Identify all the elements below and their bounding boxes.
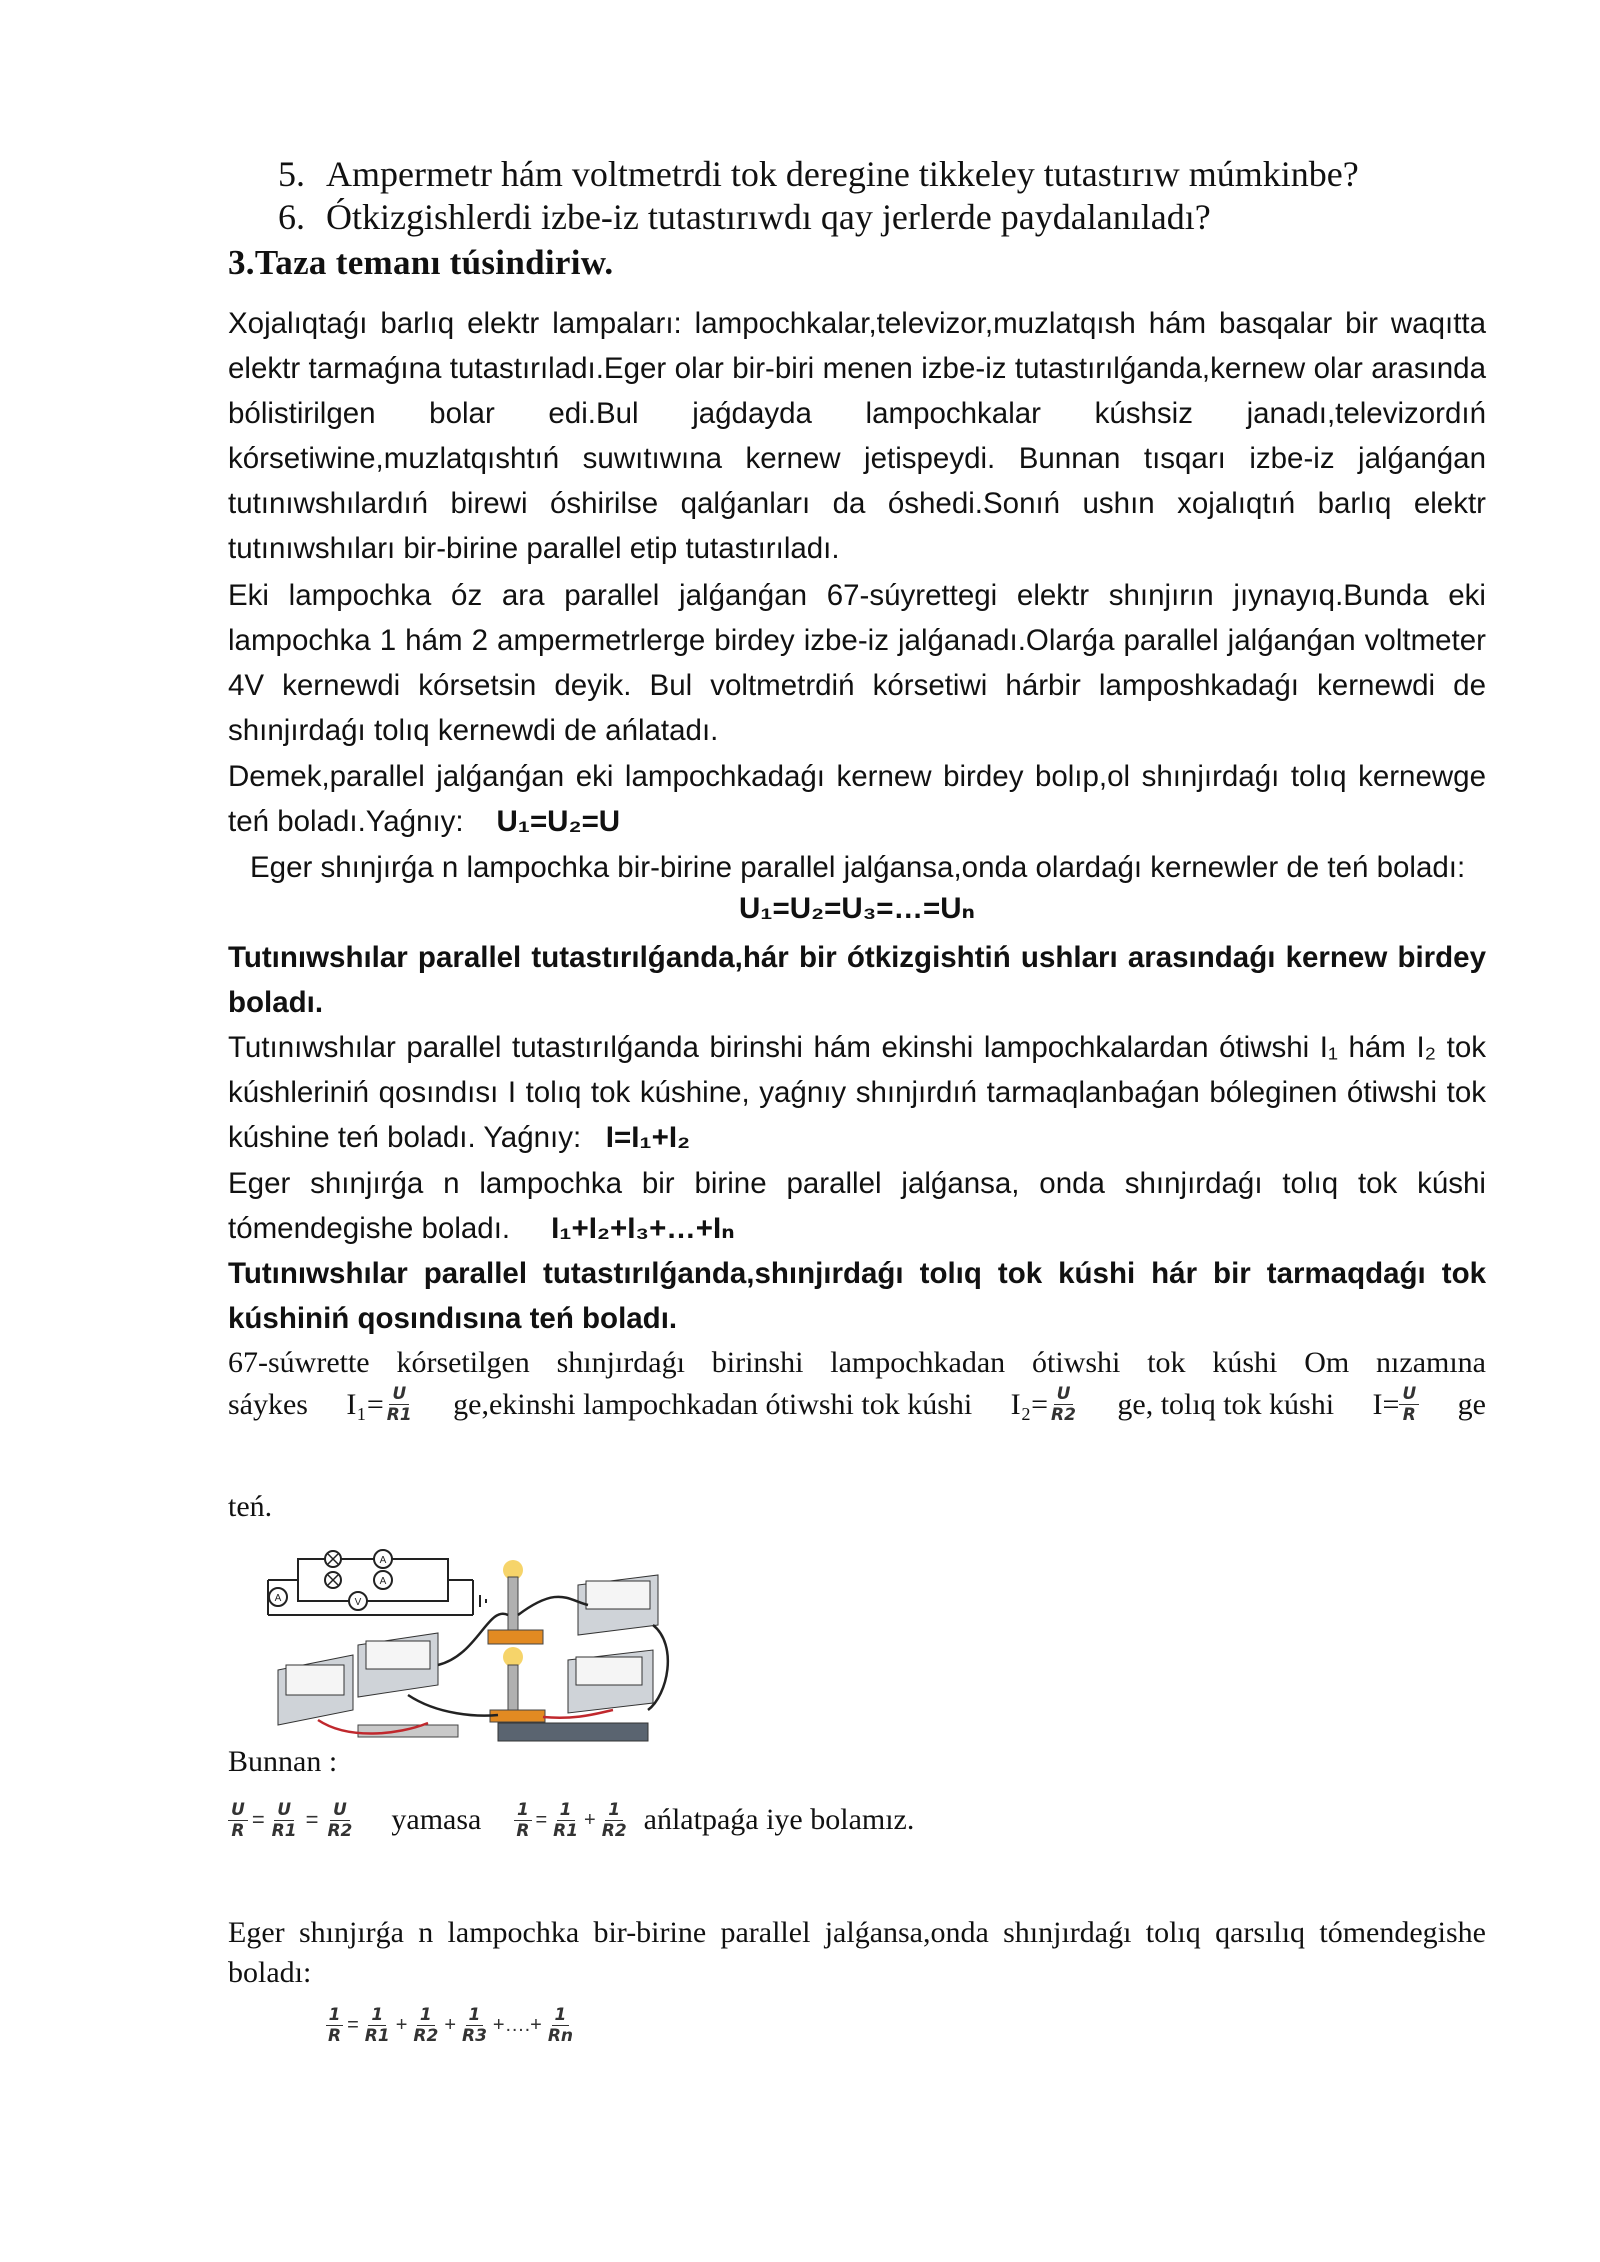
bunnan-tail: ańlatpaǵa iye bolamız. [643, 1803, 915, 1836]
meter-label: A [379, 1555, 387, 1566]
formula-u-n: U₁=U₂=U₃=…=Uₙ [738, 892, 975, 925]
meter-label: A [379, 1576, 387, 1587]
paragraph-intro: Xojalıqtaǵı barlıq elektr lampaları: lampochkalar,televizor,muzlatqısh hám basqalar bir waqıtta elektr tarmaǵına tutastırıladı.Eger olar bir-biri menen izbe-iz tutastırılǵanda,kernew olar arasında bólistirilgen bolar edi.Bul jaǵdayda lampochkalar kúshsiz janadı,televizordıń kórsetiwine,muzlatqıshtıń suwıtıwına kernew jetispeydi. Bunnan tısqarı izbe-iz jalǵanǵan tutınıwshılardıń birewi óshirilse qalǵanları da óshedi.Sonıń ushın xojalıqtıń barlıq elektr tutınıwshıları bir-birine parallel etip tutastırıladı. [228, 307, 1486, 565]
paragraph-voltage: Demek,parallel jalǵanǵan eki lampochkadaǵı kernew birdey bolıp,ol shınjırdaǵı tolıq kernewge teń boladı.Yaǵnıy: U₁=U₂=U [228, 760, 1486, 838]
meter-label: V [354, 1597, 362, 1608]
circuit-figure [258, 1545, 678, 1745]
paragraph-ohm: 67-súwrette kórsetilgen shınjırdaǵı birinshi lampochkadan ótiwshi tok kúshi Om nızamına [228, 1346, 1486, 1379]
paragraph-circuit: Eki lampochka óz ara parallel jalǵanǵan 67-súyrettegi elektr shınjırın jıynayıq.Bunda eki lampochka 1 hám 2 ampermetrlerge birdey izbe-iz jalǵanadı.Olarǵa parallel jalǵanǵan voltmeter 4V kernewdi kórsetsin deyik. Bul voltmetrdiń kórsetiwi hárbir lamposhkadaǵı kernewdi de shınjırdaǵı tolıq kernewdi de ańlatadı. [228, 579, 1486, 747]
question-5: 5. Ampermetr hám voltmetrdi tok deregine tikkeley tutastırıw múmkinbe? [278, 154, 1359, 194]
yamasa-text: yamasa [391, 1803, 482, 1836]
paragraph-current-n: Eger shınjırǵa n lampochka bir birine parallel jalǵansa, onda shınjırdaǵı tolıq tok kúshi tómendegishe boladı. I₁+I₂+I₃+…+Iₙ [228, 1167, 1486, 1245]
section-heading: 3.Taza temanı túsindiriw. [228, 243, 614, 282]
meter-label: A [274, 1593, 282, 1604]
rule-voltage: Tutınıwshılar parallel tutastırılǵanda,hár bir ótkizgishtiń ushları arasındaǵı kernew birdey boladı. [228, 941, 1486, 1019]
rule-current: Tutınıwshılar parallel tutastırılǵanda,shınjırdaǵı tolıq tok kúshi hár bir tarmaqdaǵı tok kúshiniń qosındısına teń boladı. [228, 1257, 1486, 1335]
ohm-formula-line: sáykes I₁= $\frac{U}{R1}$ ge,ekinshi lampochkadan ótiwshi tok kúshi I₂= $\frac{U}{R2}$ ge, tolıq tok kúshi I= $\frac{U}{R}$ ge [228, 1384, 1486, 1425]
fraction-u-r: $\frac{U}{R}$ [1399, 1384, 1419, 1425]
formula-u-equal: U₁=U₂=U [496, 805, 621, 838]
formula-i-n: I₁+I₂+I₃+…+Iₙ [551, 1212, 735, 1245]
circuit-illustration [258, 1545, 678, 1745]
fraction-u-r1: $\frac{U}{R1}$ [386, 1384, 412, 1425]
paragraph-current: Tutınıwshılar parallel tutastırılǵanda birinshi hám ekinshi lampochkalardan ótiwshi I₁ hám I₂ tok kúshleriniń qosındısı I tolıq tok kúshine, yaǵnıy shınjırdıń tarmaqlanbaǵan bóleginen ótiwshi tok kúshine teń boladı. Yaǵnıy: I=I₁+I₂ [228, 1031, 1486, 1154]
paragraph-n-lamps: Eger shınjırǵa n lampochka bir-birine parallel jalǵansa,onda olardaǵı kernewler de teń boladı: [250, 851, 1466, 884]
fraction-u-r2: $\frac{U}{R2}$ [1051, 1384, 1076, 1425]
formula-i-sum: I=I₁+I₂ [605, 1121, 691, 1154]
paragraph-resistance: Eger shınjırǵa n lampochka bir-birine parallel jalǵansa,onda shınjırdaǵı tolıq qarsılıq tómendegishe boladı: [228, 1916, 1486, 1989]
bunnan-formula-line: $\frac{U}{R}$ = $\frac{U}{R1}$ = $\frac{U}{R2}$ yamasa $\frac{1}{R}$ = $\frac{1}{R1}$ + $\frac{1}{R2}$ ańlatpaǵa iye bolamız. [228, 1790, 914, 1850]
bunnan-label: Bunnan : [228, 1745, 338, 1778]
ohm-line-end: teń. [228, 1490, 273, 1523]
formula-resistance-sum: $\frac{1}{R}$ = $\frac{1}{R1}$ + $\frac{1}{R2}$ + $\frac{1}{R3}$ +….+ $\frac{1}{Rn}$ [325, 1995, 576, 2055]
question-6: 6. Ótkizgishlerdi izbe-iz tutastırıwdı qay jerlerde paydalanıladı? [278, 197, 1211, 237]
